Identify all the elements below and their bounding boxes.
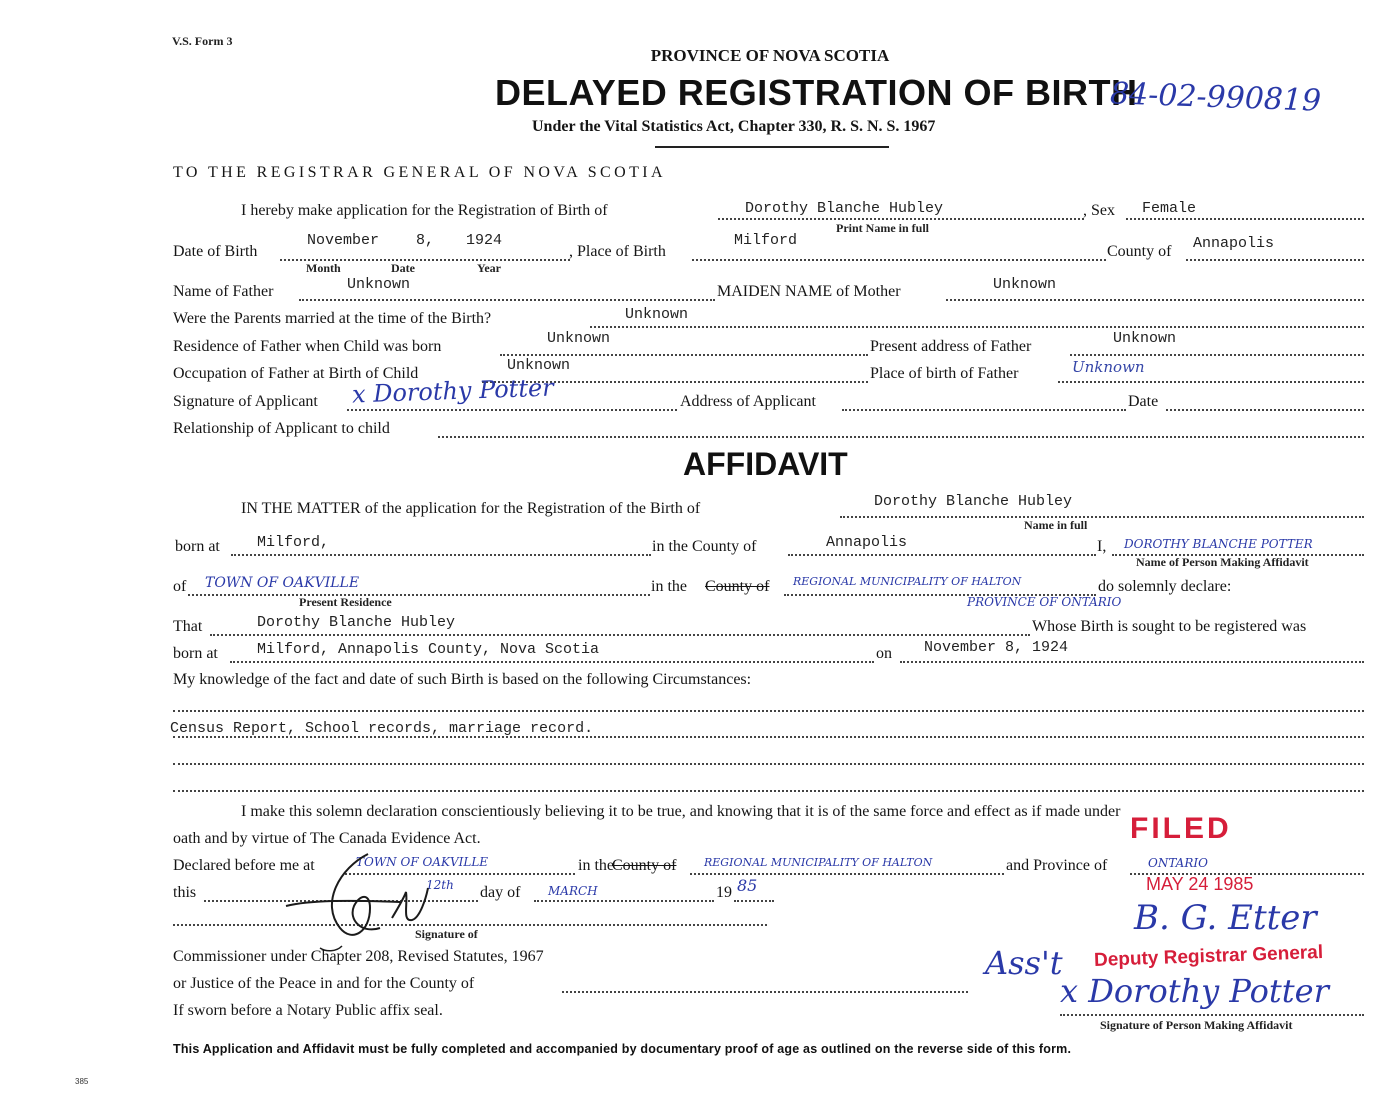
signature-label: Signature of Applicant	[173, 393, 318, 410]
county-label: County of	[1107, 243, 1172, 260]
address-label: Address of Applicant	[680, 393, 816, 410]
residence-line	[500, 354, 868, 356]
justice-line	[562, 991, 968, 993]
on-label: on	[876, 645, 892, 662]
date-line	[1166, 409, 1364, 411]
on-line	[900, 661, 1364, 663]
province-heading: PROVINCE OF NOVA SCOTIA	[650, 46, 890, 65]
declared-region-line	[690, 873, 1004, 875]
day-value[interactable]: 12th	[426, 878, 454, 892]
county-of-struck: County of	[705, 578, 770, 595]
year-prefix: 19	[716, 884, 732, 901]
date-caption: Date	[391, 261, 415, 275]
mother-label: MAIDEN NAME of Mother	[717, 283, 901, 300]
relationship-label: Relationship of Applicant to child	[173, 420, 390, 437]
declared-county-struck: County of	[612, 857, 677, 874]
declare-label: do solemnly declare:	[1098, 578, 1232, 595]
declared-province-value[interactable]: ONTARIO	[1148, 856, 1208, 870]
matter-name-line	[840, 516, 1364, 518]
child-name-line	[718, 218, 1084, 220]
declared-province-label: and Province of	[1006, 857, 1108, 874]
born-at-label: born at	[175, 538, 220, 555]
county-value[interactable]: Annapolis	[1193, 235, 1275, 252]
declared-at-value[interactable]: TOWN OF OAKVILLE	[356, 855, 489, 869]
form-code: 385	[75, 1077, 89, 1086]
that-label: That	[173, 618, 203, 635]
born-at-2-line	[230, 661, 874, 663]
present-address-line	[1070, 354, 1364, 356]
form-title: DELAYED REGISTRATION OF BIRTH	[495, 72, 1138, 113]
residence-affidavit-value[interactable]: TOWN OF OAKVILLE	[205, 575, 360, 591]
sex-line	[1126, 218, 1364, 220]
born-at-value[interactable]: Milford,	[257, 534, 330, 551]
pob-label: , Place of Birth	[569, 243, 666, 260]
applicant-signature[interactable]: x Dorothy Potter	[351, 373, 555, 409]
declared-in-label: in the	[578, 857, 614, 874]
circumstances-line-3	[173, 763, 1364, 765]
year-value[interactable]: 85	[737, 876, 758, 895]
born-at-line	[231, 554, 651, 556]
commissioner-signature-line	[173, 924, 767, 926]
person-caption: Name of Person Making Affidavit	[1136, 555, 1309, 569]
dob-label: Date of Birth	[173, 243, 258, 260]
deputy-registrar-stamp: Deputy Registrar General	[1093, 942, 1324, 971]
born-at-2-value[interactable]: Milford, Annapolis County, Nova Scotia	[257, 641, 600, 658]
justice-text: or Justice of the Peace in and for the County of	[173, 975, 475, 992]
day-of-label: day of	[480, 884, 521, 901]
that-line	[210, 634, 1030, 636]
married-value[interactable]: Unknown	[625, 306, 689, 323]
handwritten-file-number: 84-02-990819	[1109, 76, 1322, 119]
i-label: I,	[1097, 538, 1107, 555]
affiant-signature[interactable]: x Dorothy Potter	[1060, 972, 1329, 1010]
year-caption: Year	[477, 261, 501, 275]
declared-region-value[interactable]: REGIONAL MUNICIPALITY OF HALTON	[704, 856, 933, 869]
pob-value[interactable]: Milford	[734, 232, 798, 249]
dob-day[interactable]: 8,	[416, 232, 435, 249]
registrar-signature: B. G. Etter	[1134, 898, 1317, 938]
signature-of-caption: Signature of	[415, 927, 478, 941]
filed-stamp: FILED	[1130, 812, 1232, 845]
application-intro: I hereby make application for the Registration of Birth of	[241, 202, 608, 219]
occupation-value[interactable]: Unknown	[507, 357, 571, 374]
present-residence-caption: Present Residence	[299, 595, 392, 609]
that-value[interactable]: Dorothy Blanche Hubley	[257, 614, 456, 631]
solemn-line-1: I make this solemn declaration conscientiously believing it to be true, and knowing that it is of the same force and effect as if made under	[241, 803, 1121, 820]
whose-birth-label: Whose Birth is sought to be registered was	[1032, 618, 1307, 635]
occupation-label: Occupation of Father at Birth of Child	[173, 365, 419, 382]
father-line	[299, 299, 715, 301]
pob-line	[692, 259, 1106, 261]
knowledge-label: My knowledge of the fact and date of such Birth is based on the following Circumstances:	[173, 671, 752, 688]
dob-year[interactable]: 1924	[466, 232, 503, 249]
father-pob-value[interactable]: Unknown	[1072, 358, 1145, 376]
form-subtitle: Under the Vital Statistics Act, Chapter 330, R. S. N. S. 1967	[532, 118, 936, 135]
relationship-line	[438, 436, 1364, 438]
notary-text: If sworn before a Notary Public affix seal.	[173, 1002, 443, 1019]
residence-value[interactable]: Unknown	[547, 330, 611, 347]
address-line	[842, 409, 1126, 411]
month-value[interactable]: MARCH	[548, 884, 598, 898]
person-value[interactable]: DOROTHY BLANCHE POTTER	[1124, 537, 1313, 551]
born-at-2-label: born at	[173, 645, 218, 662]
province-value[interactable]: PROVINCE OF ONTARIO	[967, 595, 1122, 609]
sex-value[interactable]: Female	[1142, 200, 1197, 217]
affidavit-heading: AFFIDAVIT	[683, 446, 848, 482]
name-in-full-caption: Name in full	[1024, 518, 1088, 532]
residence-affidavit-line	[188, 594, 650, 596]
signature-line	[347, 409, 677, 411]
child-name-value[interactable]: Dorothy Blanche Hubley	[745, 200, 944, 217]
affiant-caption: Signature of Person Making Affidavit	[1100, 1018, 1293, 1032]
form-number: V.S. Form 3	[172, 34, 233, 48]
mother-line	[946, 299, 1364, 301]
in-county-label: in the County of	[652, 538, 757, 555]
of-label: of	[173, 578, 187, 595]
circumstances-line-4	[173, 790, 1364, 792]
matter-name-value[interactable]: Dorothy Blanche Hubley	[874, 493, 1073, 510]
addressee-line: TO THE REGISTRAR GENERAL OF NOVA SCOTIA	[173, 164, 666, 181]
present-address-label: Present address of Father	[870, 338, 1032, 355]
residence-label: Residence of Father when Child was born	[173, 338, 442, 355]
in-county-line	[788, 554, 1096, 556]
solemn-line-2: oath and by virtue of The Canada Evidence Act.	[173, 830, 481, 847]
circumstances-line-1	[173, 710, 1364, 712]
commissioner-signature[interactable]	[280, 848, 440, 958]
married-label: Were the Parents married at the time of the Birth?	[173, 310, 492, 327]
mother-value[interactable]: Unknown	[993, 276, 1057, 293]
region-value[interactable]: REGIONAL MUNICIPALITY OF HALTON	[793, 575, 1022, 588]
married-line	[590, 326, 1364, 328]
in-the-label: in the	[651, 578, 687, 595]
present-address-value[interactable]: Unknown	[1113, 330, 1177, 347]
date-label: Date	[1128, 393, 1159, 410]
county-line	[1186, 259, 1364, 261]
title-rule	[655, 146, 889, 148]
matter-text: IN THE MATTER of the application for the Registration of the Birth of	[241, 500, 701, 517]
father-label: Name of Father	[173, 283, 274, 300]
commissioner-text: Commissioner under Chapter 208, Revised Statutes, 1967	[173, 948, 544, 965]
declared-label: Declared before me at	[173, 857, 315, 874]
filed-date-stamp: MAY 24 1985	[1146, 874, 1254, 894]
father-pob-line	[1058, 381, 1364, 383]
in-county-value[interactable]: Annapolis	[826, 534, 908, 551]
this-label: this	[173, 884, 197, 901]
circumstances-value[interactable]: Census Report, School records, marriage record.	[170, 720, 594, 737]
on-value[interactable]: November 8, 1924	[924, 639, 1069, 656]
affiant-signature-line	[1060, 1014, 1364, 1016]
year-line	[734, 900, 774, 902]
print-name-caption: Print Name in full	[836, 221, 929, 235]
month-line	[534, 900, 714, 902]
footer-note: This Application and Affidavit must be fully completed and accompanied by documentary proof of age as outlined on the reverse side of this form.	[173, 1042, 1072, 1056]
month-caption: Month	[306, 261, 341, 275]
sex-label: , Sex	[1083, 202, 1115, 219]
witness-note: Ass't	[985, 944, 1063, 982]
father-value[interactable]: Unknown	[347, 276, 411, 293]
dob-month[interactable]: November	[307, 232, 380, 249]
father-pob-label: Place of birth of Father	[870, 365, 1019, 382]
